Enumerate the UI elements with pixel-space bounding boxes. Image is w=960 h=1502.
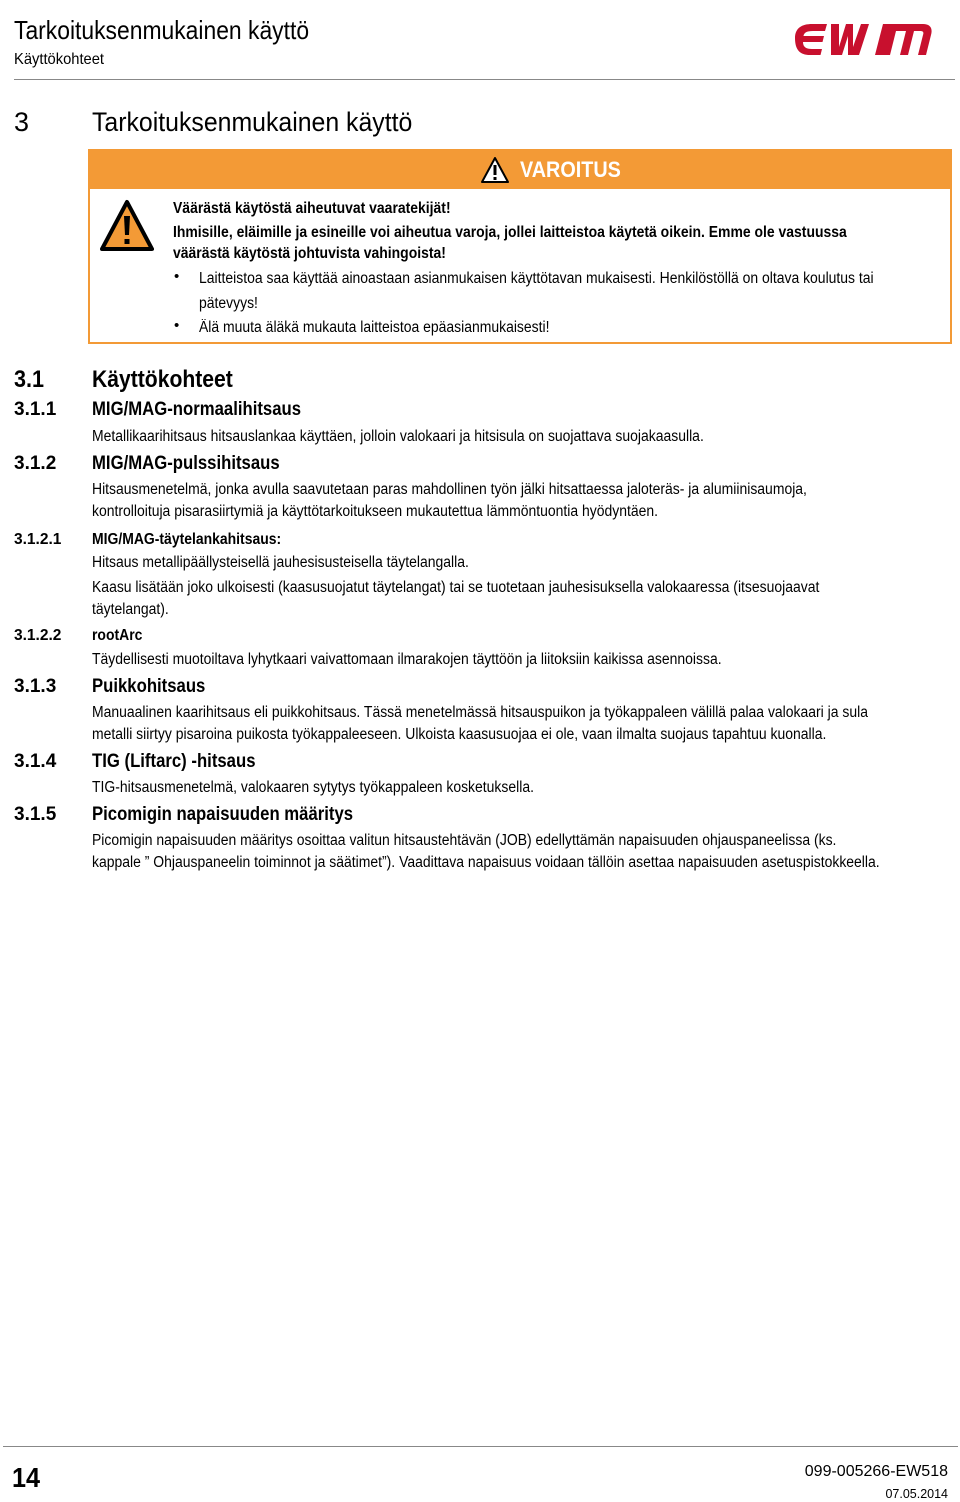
warning-line-1: Väärästä käytöstä aiheutuvat vaaratekijät!: [173, 200, 451, 217]
heading-title: Puikkohitsaus: [92, 676, 206, 697]
paragraph-line: Picomigin napaisuuden määritys osoittaa valitun hitsaustehtävän (JOB) edellyttämän napaisuuden ohjauspaneelissa (ks.: [92, 832, 837, 849]
paragraph-line: kappale ” Ohjauspaneelin toiminnot ja säätimet”). Vaadittava napaisuus voidaan tällöin asettaa napaisuuden asetuspistokkeella.: [92, 854, 880, 871]
paragraph: TIG-hitsausmenetelmä, valokaaren sytytys työkappaleen kosketuksella.: [92, 779, 534, 796]
header-rule: [14, 79, 955, 80]
header-subtitle: Käyttökohteet: [14, 51, 105, 68]
heading-number: 3.1.2.1: [14, 531, 62, 548]
warning-box: [88, 149, 952, 344]
paragraph-line: kontrolloituja pisarasiirtymiä ja käyttötarkoitukseen mukautettua lämmöntuontia hyödyntäen.: [92, 503, 659, 520]
section-title: Tarkoituksenmukainen käyttö: [92, 107, 413, 137]
heading-number: 3.1.4: [14, 751, 57, 772]
heading-number: 3.1.2: [14, 453, 57, 474]
ewm-logo: [793, 22, 935, 56]
warning-bullet-1-line-2: pätevyys!: [199, 295, 258, 312]
section-number: 3: [14, 107, 30, 137]
paragraph-line: täytelangat).: [92, 601, 169, 618]
warning-label: VAROITUS: [520, 157, 621, 182]
heading-number: 3.1.3: [14, 676, 57, 697]
heading-number: 3.1.1: [14, 399, 57, 420]
document-date: 07.05.2014: [885, 1487, 948, 1501]
heading-title: Picomigin napaisuuden määritys: [92, 804, 354, 825]
heading-number: 3.1.2.2: [14, 627, 62, 644]
bullet-marker: •: [174, 317, 180, 334]
paragraph-line: metalli siirtyy pisaroina puikosta työkappaleeseen. Ulkoista kaasusuojaa ei ole, vaan ilmalta suojaus tapahtuu kuonalla.: [92, 726, 827, 743]
heading-title: MIG/MAG-täytelankahitsaus:: [92, 531, 282, 548]
warning-line-2: Ihmisille, eläimille ja esineille voi aiheutua varoja, jollei laitteistoa käytetä oikein. Emme ole vastuussa: [173, 224, 847, 241]
paragraph-line: Hitsaus metallipäällysteisellä jauhesisusteisella täytelangalla.: [92, 554, 469, 571]
warning-header-bar: [90, 151, 950, 189]
heading-title: TIG (Liftarc) -hitsaus: [92, 751, 256, 772]
warning-line-3: väärästä käytöstä johtuvista vahingoista!: [173, 245, 446, 262]
paragraph-line: Manuaalinen kaarihitsaus eli puikkohitsaus. Tässä menetelmässä hitsauspuikon ja työkappaleen välillä palaa valokaari ja sula: [92, 704, 868, 721]
heading-number: 3.1: [14, 366, 45, 393]
footer-rule: [3, 1446, 958, 1447]
paragraph-line: Kaasu lisätään joko ulkoisesti (kaasusuojatut täytelangat) tai se tuotetaan jauhesisuksella valokaaressa (itsesuojaavat: [92, 579, 820, 596]
warning-small-icon: [480, 156, 510, 184]
header-title: Tarkoituksenmukainen käyttö: [14, 15, 310, 45]
heading-number: 3.1.5: [14, 804, 57, 825]
warning-bullet-2: Älä muuta äläkä mukauta laitteistoa epäasianmukaisesti!: [199, 319, 550, 336]
warning-triangle-icon: [100, 199, 154, 253]
bullet-marker: •: [174, 268, 180, 285]
document-code: 099-005266-EW518: [804, 1463, 948, 1480]
heading-title: MIG/MAG-pulssihitsaus: [92, 453, 280, 474]
paragraph-line: Hitsausmenetelmä, jonka avulla saavutetaan paras mahdollinen työn jälki hitsattaessa jaloteräs- ja alumiinisaumoja,: [92, 481, 807, 498]
paragraph: Metallikaarihitsaus hitsauslankaa käyttäen, jolloin valokaari ja hitsisula on suojattava suojakaasulla.: [92, 428, 704, 445]
heading-title: MIG/MAG-normaalihitsaus: [92, 399, 302, 420]
heading-title: rootArc: [92, 627, 143, 644]
heading-title: Käyttökohteet: [92, 366, 233, 393]
page-number: 14: [12, 1462, 41, 1493]
warning-bullet-1-line-1: Laitteistoa saa käyttää ainoastaan asianmukaisen käyttötavan mukaisesti. Henkilöstöllä on oltava koulutus tai: [199, 270, 874, 287]
paragraph: Täydellisesti muotoiltava lyhytkaari vaivattomaan ilmarakojen täyttöön ja liitoksiin kaikissa asennoissa.: [92, 651, 722, 668]
